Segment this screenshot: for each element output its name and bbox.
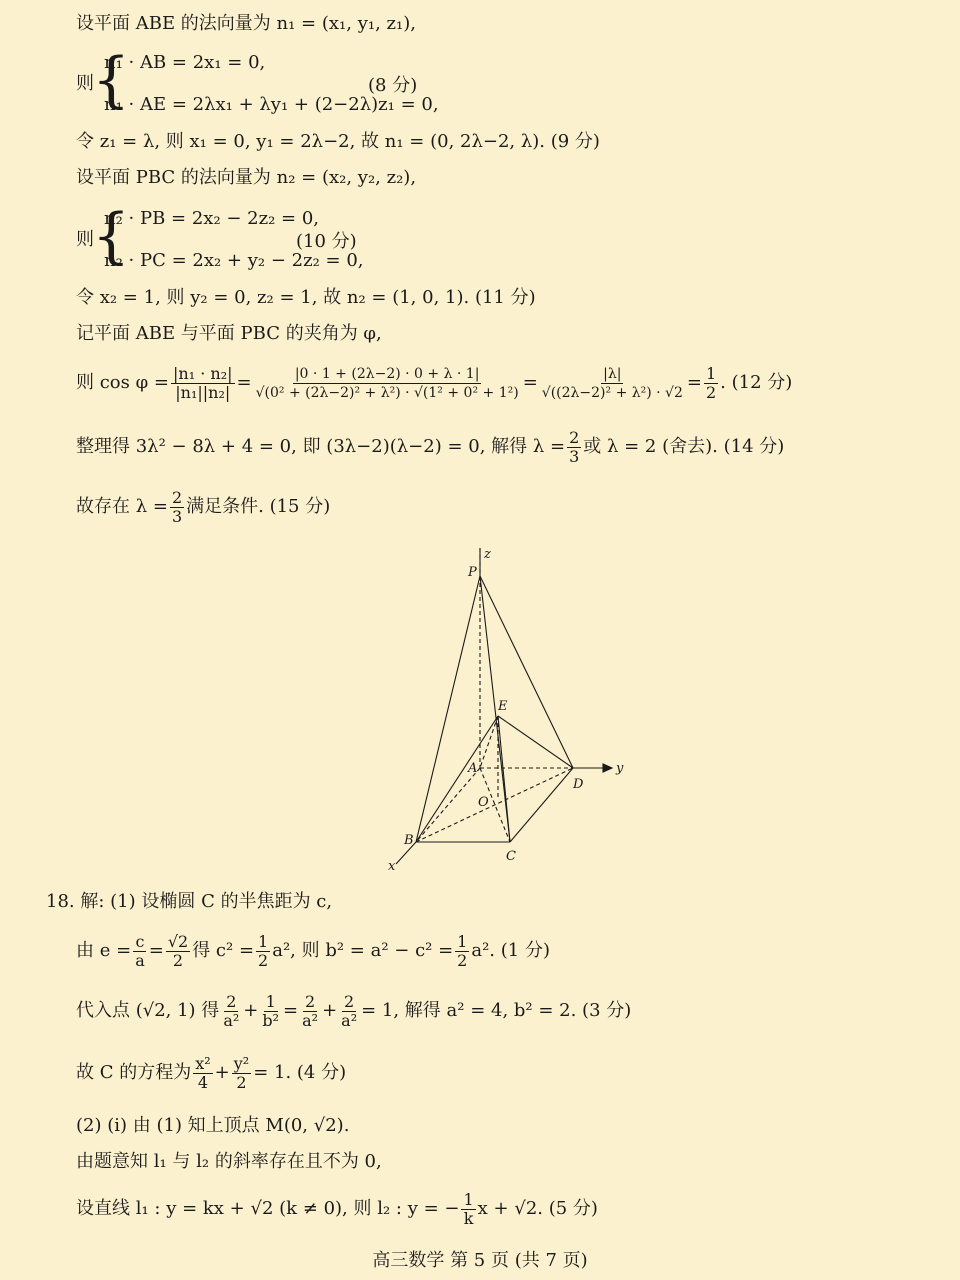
frac-y2-2: [232, 1055, 251, 1092]
system-1-row-2: n₁ · AE = 2λx₁ + λy₁ + (2−2λ)z₁ = 0,: [104, 94, 439, 115]
frac-2-a2-b: [300, 993, 320, 1030]
text-line-10: [76, 484, 330, 530]
frac-num: 2: [304, 991, 316, 1011]
text-line-12: [76, 928, 550, 974]
frac-1-b2: [260, 993, 281, 1030]
l13-b: = 1, 解得 a² = 4, b² = 2. (3 分): [361, 1000, 632, 1021]
text-line-13: [76, 988, 631, 1034]
frac-den: 2: [236, 1072, 247, 1092]
l13-plus: +: [243, 1000, 259, 1021]
label-B: B: [404, 833, 414, 848]
label-P: P: [468, 565, 477, 580]
text-line-10-b: 满足条件. (15 分): [186, 496, 331, 517]
frac-num: 2: [569, 427, 580, 447]
frac-x2-4: [193, 1055, 212, 1092]
text-line-10-a: 故存在 λ =: [76, 496, 168, 517]
l12-b: 得 c² =: [192, 940, 255, 961]
frac-half-2: [455, 933, 469, 970]
text-line-16: 由题意知 l₁ 与 l₂ 的斜率存在且不为 0,: [76, 1151, 382, 1172]
frac-half-1: [256, 933, 270, 970]
text-line-5-prefix: 则: [76, 229, 94, 250]
frac-num: 1: [457, 931, 468, 951]
fraction-2-den: √(0² + (2λ−2)² + λ²) · √(1² + 0² + 1²): [255, 384, 519, 401]
frac-den: a: [135, 950, 145, 970]
text-line-4: 设平面 PBC 的法向量为 n₂ = (x₂, y₂, z₂),: [76, 167, 417, 188]
text-line-3: 令 z₁ = λ, 则 x₁ = 0, y₁ = 2λ−2, 故 n₁ = (0, 2λ−2, λ). (9 分): [76, 131, 600, 152]
fraction-two-thirds: [567, 429, 581, 466]
frac-den: 2: [258, 950, 269, 970]
l13-eq: =: [283, 1000, 299, 1021]
frac-num: √2: [167, 931, 189, 951]
l14-a: 故 C 的方程为: [76, 1062, 192, 1083]
text-line-15: (2) (i) 由 (1) 知上顶点 M(0, √2).: [76, 1115, 350, 1136]
x-axis-dashed: [416, 768, 480, 842]
edge-EC: [498, 716, 510, 842]
fraction-1-den: |n₁||n₂|: [175, 382, 231, 402]
frac-den: 2: [457, 950, 468, 970]
text-line-9-b: 或 λ = 2 (舍去). (14 分): [583, 436, 785, 457]
cos-phi-equation: [76, 356, 792, 410]
edge-PB: [416, 576, 480, 842]
frac-den: k: [463, 1208, 474, 1228]
frac-num: 1: [265, 991, 276, 1011]
fraction-1-num: |n₁ · n₂|: [173, 363, 233, 383]
frac-2-a2: [221, 993, 241, 1030]
frac-num: y²: [233, 1053, 250, 1073]
left-brace: {: [92, 45, 131, 115]
text-line-9: [76, 424, 784, 470]
l12-eq: =: [148, 940, 164, 961]
l17-a: 设直线 l₁ : y = kx + √2 (k ≠ 0), 则 l₂ : y = −: [76, 1198, 460, 1219]
text-line-1: 设平面 ABE 的法向量为 n₁ = (x₁, y₁, z₁),: [76, 13, 416, 34]
frac-den: 3: [171, 506, 183, 526]
label-O: O: [478, 795, 489, 810]
l13-plus2: +: [322, 1000, 338, 1021]
text-line-14: [76, 1050, 346, 1096]
frac-den: a²: [341, 1010, 358, 1030]
segment-EA: [480, 716, 498, 768]
frac-den: b²: [262, 1010, 280, 1030]
frac-den: 4: [197, 1072, 209, 1092]
fraction-4-num: 1: [705, 363, 717, 383]
frac-den: a²: [302, 1010, 319, 1030]
frac-den: a²: [223, 1010, 240, 1030]
text-line-6: 令 x₂ = 1, 则 y₂ = 0, z₂ = 1, 故 n₂ = (1, 0, 1). (11 分): [76, 287, 536, 308]
l12-a: 由 e =: [76, 940, 132, 961]
text-line-9-a: 整理得 3λ² − 8λ + 4 = 0, 即 (3λ−2)(λ−2) = 0, 解得 λ =: [76, 436, 566, 457]
score-10: (10 分): [296, 231, 357, 252]
score-12: . (12 分): [720, 372, 793, 393]
l14-plus: +: [214, 1062, 230, 1083]
fraction-2-num: |0 · 1 + (2λ−2) · 0 + λ · 1|: [294, 365, 480, 382]
text-line-11: 18. 解: (1) 设椭圆 C 的半焦距为 c,: [46, 891, 333, 912]
fraction-3-num: |λ|: [603, 365, 622, 382]
label-D: D: [573, 777, 584, 792]
frac-c-a: [133, 933, 147, 970]
frac-num: 1: [258, 931, 269, 951]
frac-den: 3: [569, 446, 580, 466]
l12-d: a². (1 分): [471, 940, 550, 961]
fraction-two-thirds-2: [170, 489, 184, 526]
label-A: A: [468, 761, 478, 776]
pyramid-diagram: [370, 540, 630, 880]
system-2-row-1: n₂ · PB = 2x₂ − 2z₂ = 0,: [104, 208, 320, 229]
fraction-1: [171, 365, 234, 402]
equals-1: =: [236, 372, 252, 393]
fraction-2: [254, 365, 521, 402]
frac-sqrt2-2: [166, 933, 190, 970]
frac-num: 1: [463, 1189, 474, 1209]
l12-c: a², 则 b² = a² − c² =: [272, 940, 454, 961]
frac-num: c: [135, 931, 145, 951]
equals-3: =: [686, 372, 702, 393]
label-y: y: [616, 761, 624, 776]
label-x: x: [388, 859, 396, 874]
label-E: E: [498, 699, 508, 714]
frac-num: x²: [195, 1053, 211, 1073]
frac-num: 2: [344, 991, 355, 1011]
l14-b: = 1. (4 分): [253, 1062, 347, 1083]
fraction-4: [704, 365, 718, 402]
page-footer: 高三数学 第 5 页 (共 7 页): [372, 1250, 588, 1271]
edge-ED: [498, 716, 573, 768]
frac-num: 2: [226, 991, 237, 1011]
frac-num: 2: [171, 487, 183, 507]
fraction-3-den: √((2λ−2)² + λ²) · √2: [541, 384, 683, 401]
equals-2: =: [522, 372, 538, 393]
score-8: (8 分): [368, 75, 418, 96]
label-z: z: [484, 547, 491, 562]
l13-a: 代入点 (√2, 1) 得: [76, 1000, 220, 1021]
system-1-row-1: n₁ · AB = 2x₁ = 0,: [104, 52, 266, 73]
frac-den: 2: [172, 950, 184, 970]
left-brace: {: [92, 201, 131, 271]
cos-phi-prefix: 则 cos φ =: [76, 372, 170, 393]
text-line-2-prefix: 则: [76, 73, 94, 94]
label-C: C: [506, 849, 516, 864]
pyramid-figure: [370, 540, 630, 880]
frac-1-k: [461, 1191, 475, 1228]
y-axis-arrow: [603, 764, 612, 772]
fraction-3: [540, 365, 685, 402]
system-2-row-2: n₂ · PC = 2x₂ + y₂ − 2z₂ = 0,: [104, 250, 364, 271]
text-line-17: [76, 1186, 598, 1232]
text-line-7: 记平面 ABE 与平面 PBC 的夹角为 φ,: [76, 323, 382, 344]
edge-PD: [480, 576, 573, 768]
fraction-4-den: 2: [705, 382, 717, 402]
edge-CD: [510, 768, 573, 842]
frac-2-a2-c: [339, 993, 359, 1030]
l17-b: x + √2. (5 分): [477, 1198, 598, 1219]
